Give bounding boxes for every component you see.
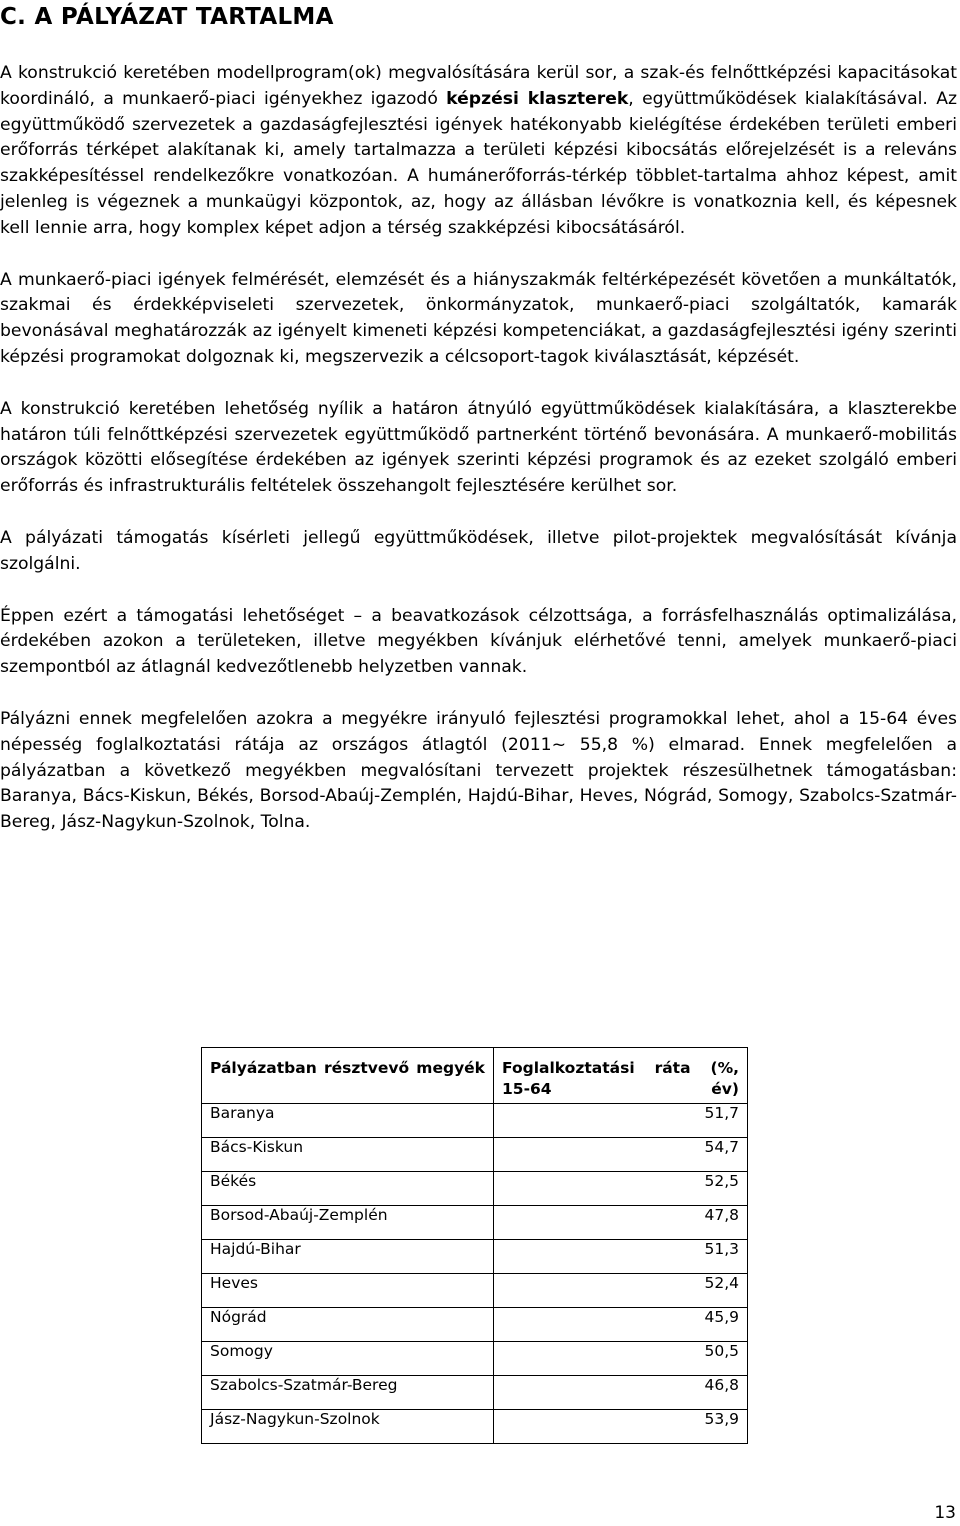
paragraph-1-intro: A konstrukció keretében modellprogram(ok) megvalósítására kerül sor, a szak-és felnőttképzési kapacitásokat koordináló, a munkaerő-piaci igényekhez igazodó bbox=[0, 63, 957, 109]
table-header-row bbox=[202, 1048, 748, 1104]
county-name-cell: Somogy bbox=[202, 1342, 494, 1376]
table-row bbox=[202, 1342, 748, 1376]
paragraph-1 bbox=[0, 61, 957, 242]
employment-rate-cell: 52,5 bbox=[494, 1172, 748, 1206]
paragraph-1-rest: , együttműködések kialakításával. Az együttműködő szervezetek a gazdaságfejlesztési igények hatékonyabb kielégítése érdekében területi emberi erőforrás térképet alakítanak ki, amely tartalmazza a területi képzési kibocsátás előrejelzését is a releváns szakképesítéssel rendelkezőkre vonatkozóan. A humánerőforrás-térkép többlet-tartalma ahhoz képest, amit jelenleg is végeznek a munkaügyi központok, az, hogy az állásban lévőkre is vonatkoznia kell, és képesnek kell lennie arra, hogy komplex képet adjon a térség szakképzési kibocsátásáról. bbox=[0, 88, 957, 238]
county-name-cell: Jász-Nagykun-Szolnok bbox=[202, 1410, 494, 1444]
county-rates-table bbox=[201, 1047, 748, 1444]
section-heading: C. A PÁLYÁZAT TARTALMA bbox=[0, 4, 334, 30]
table-row bbox=[202, 1206, 748, 1240]
county-name-cell: Hajdú-Bihar bbox=[202, 1240, 494, 1274]
county-name-cell: Békés bbox=[202, 1172, 494, 1206]
header-employment-rate: Foglalkoztatási ráta (%, 15-64 év) bbox=[494, 1048, 748, 1104]
paragraph-3: A konstrukció keretében lehetőség nyílik a határon átnyúló együttműködések kialakítására, a klaszterekbe határon túli felnőttképzési szervezetek együttműködő partnerként történő bevonására. A munkaerő-mobilitás országok közötti elősegítése érdekében az igények szerinti képzési programok és az ezeket szolgáló emberi erőforrás és infrastrukturális feltételek összehangolt fejlesztésére kerülhet sor. bbox=[0, 398, 957, 497]
employment-rate-cell: 45,9 bbox=[494, 1308, 748, 1342]
table-row bbox=[202, 1410, 748, 1444]
employment-rate-cell: 51,7 bbox=[494, 1104, 748, 1138]
body-text bbox=[0, 61, 957, 862]
table-row bbox=[202, 1274, 748, 1308]
employment-rate-cell: 53,9 bbox=[494, 1410, 748, 1444]
employment-rate-cell: 50,5 bbox=[494, 1342, 748, 1376]
employment-rate-cell: 52,4 bbox=[494, 1274, 748, 1308]
paragraph-5: Éppen ezért a támogatási lehetőséget – a beavatkozások célzottsága, a forrásfelhasználás optimalizálása, érdekében azokon a területeken, illetve megyékben kívánjuk elérhetővé tenni, amelyek munkaerő-piaci szempontból az átlagnál kedvezőtlenebb helyzetben vannak. bbox=[0, 605, 957, 678]
county-name-cell: Baranya bbox=[202, 1104, 494, 1138]
county-name-cell: Borsod-Abaúj-Zemplén bbox=[202, 1206, 494, 1240]
table-row bbox=[202, 1376, 748, 1410]
county-rates-table-wrapper bbox=[201, 1047, 748, 1444]
header-counties: Pályázatban résztvevő megyék bbox=[202, 1048, 494, 1104]
employment-rate-cell: 54,7 bbox=[494, 1138, 748, 1172]
paragraph-2: A munkaerő-piaci igények felmérését, elemzését és a hiányszakmák feltérképezését követően a munkáltatók, szakmai és érdekképviseleti szervezetek, önkormányzatok, munkaerő-piaci szolgáltatók, kamarák bevonásával meghatározzák az igényelt kimeneti képzési kompetenciákat, a gazdaságfejlesztési igény szerinti képzési programokat dolgoznak ki, megszervezik a célcsoport-tagok kiválasztását, képzését. bbox=[0, 269, 957, 367]
county-name-cell: Nógrád bbox=[202, 1308, 494, 1342]
table-row bbox=[202, 1104, 748, 1138]
county-name-cell: Bács-Kiskun bbox=[202, 1138, 494, 1172]
table-body bbox=[202, 1104, 748, 1444]
employment-rate-cell: 46,8 bbox=[494, 1376, 748, 1410]
paragraph-6: Pályázni ennek megfelelően azokra a megyékre irányuló fejlesztési programokkal lehet, ahol a 15-64 éves népesség foglalkoztatási rátája az országos átlagtól (2011~ 55,8 %) elmarad. Ennek megfelelően a pályázatban a következő megyékben megvalósítani tervezett projektek részesülhetnek támogatásban: Baranya, Bács-Kiskun, Békés, Borsod-Abaúj-Zemplén, Hajdú-Bihar, Heves, Nógrád, Somogy, Szabolcs-Szatmár-Bereg, Jász-Nagykun-Szolnok, Tolna. bbox=[0, 708, 957, 833]
county-name-cell: Heves bbox=[202, 1274, 494, 1308]
table-row bbox=[202, 1138, 748, 1172]
county-name-cell: Szabolcs-Szatmár-Bereg bbox=[202, 1376, 494, 1410]
paragraph-4: A pályázati támogatás kísérleti jellegű együttműködések, illetve pilot-projektek megvalósítását kívánja szolgálni. bbox=[0, 527, 957, 574]
table-row bbox=[202, 1308, 748, 1342]
table-row bbox=[202, 1172, 748, 1206]
paragraph-1-emphasis: képzési klaszterek bbox=[446, 88, 629, 109]
table-row bbox=[202, 1240, 748, 1274]
employment-rate-cell: 51,3 bbox=[494, 1240, 748, 1274]
employment-rate-cell: 47,8 bbox=[494, 1206, 748, 1240]
page-number: 13 bbox=[934, 1503, 956, 1523]
